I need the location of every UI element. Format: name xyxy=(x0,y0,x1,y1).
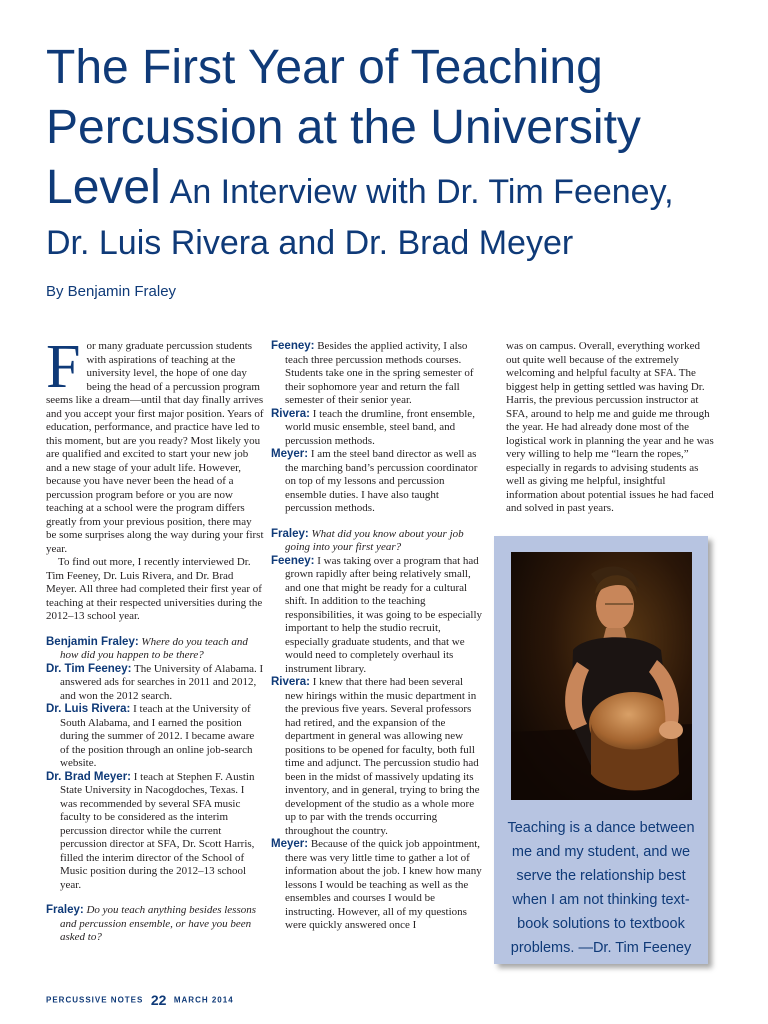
speaker-name: Meyer: xyxy=(271,448,309,460)
column-1 xyxy=(46,333,264,945)
page-footer xyxy=(46,991,234,1009)
interview-question xyxy=(46,636,264,663)
speaker-name: Feeney: xyxy=(271,554,315,567)
drummer-photo-illustration xyxy=(511,552,692,800)
interview-answer xyxy=(46,771,264,893)
interview-answer xyxy=(271,676,483,838)
answer-text: I knew that there had been several new hirings within the music department in the previous five years. Several professors had retired, and the expansion of the department in general was allowing new positions to be opened for faculty, both full time and adjunct. The percussion studio had been in the midst of massively updating its inventory, and in general, trying to bring the development of the studio as a whole more up to par with the trends occurring throughout the country. xyxy=(285,676,480,837)
pull-quote-text: Teaching is a dance between me and my student, and we serve the relationship best when I am not thinking text-book solutions to textbook problems. —Dr. Tim Feeney xyxy=(507,820,695,956)
interview-answer xyxy=(271,340,483,408)
answer-text: I am the steel band director as well as the marching band’s percussion coordinator on top of my lessons and percussion ensemble duties. I have also taught percussion methods. xyxy=(285,448,478,514)
question-text: Where do you teach and how did you happen to be there? xyxy=(60,635,248,661)
interview-answer xyxy=(271,838,483,933)
pull-quote-sidebar xyxy=(494,536,708,964)
question-text: What did you know about your job going into your first year? xyxy=(285,527,464,553)
speaker-name: Meyer: xyxy=(271,838,309,850)
question-text: Do you teach anything besides lessons and percussion ensemble, or have you been asked to? xyxy=(60,904,257,943)
byline: By Benjamin Fraley xyxy=(46,283,177,300)
speaker-name: Feeney: xyxy=(271,340,315,352)
answer-text: Because of the quick job appointment, there was very little time to gather a lot of information about the job. I knew how many lessons I would be teaching as well as the ensembles and courses I would be instructing. However, all of my questions were quickly answered once I xyxy=(285,838,482,931)
answer-text: I teach at Stephen F. Austin State University in Nacogdoches, Texas. I was recommended by several SFA music faculty to be considered as the interim percussion director while the current percussion director at SFA, Dr. Scott Harris, filled the interim director of the School of Music position during the 2012–13 school year. xyxy=(60,770,255,891)
speaker-name: Fraley: xyxy=(271,527,309,540)
speaker-name: Dr. Luis Rivera: xyxy=(46,703,131,715)
footer-page-number: 22 xyxy=(150,991,167,1008)
subtitle-part-2: Dr. Luis Rivera and Dr. Brad Meyer xyxy=(46,224,574,262)
speaker-name: Benjamin Fraley: xyxy=(46,635,139,648)
photo-drummer xyxy=(511,552,692,800)
interview-answer xyxy=(271,408,483,449)
intro-paragraph-1 xyxy=(46,333,264,556)
title-line-1: The First Year of Teaching xyxy=(46,41,603,94)
speaker-name: Rivera: xyxy=(271,676,310,688)
article-title xyxy=(46,38,746,268)
intro-text-1: or many graduate percussion students with aspirations of teaching at the university level, the hope of one day being the head of a percussion program seems like a dream—until that day finally arrives and you accept your first major position. Years of education, performance, and practice have led to this moment, but are you ready? Most likely you are qualified and excited to start your new job and a new stage of your adult life. However, because you have never been the head of a percussion program before or you are now teaching at a school were the program differs greatly from your previous position, there may be some surprises along the way during your first year. xyxy=(46,340,264,555)
answer-text: I teach the drumline, front ensemble, world music ensemble, steel band, and percussion methods. xyxy=(285,407,475,447)
footer-publication: PERCUSSIVE NOTES xyxy=(46,995,144,1005)
col3-text: was on campus. Overall, everything worked out quite well because of the extremely welcoming and helpful faculty at SFA. The biggest help in getting settled was having Dr. Harris, the previous percussion instructor at SFA, around to help me and guide me through the year. He had already done most of the logistical work in planning the year and he was very willing to help me “learn the ropes,” especially in regards to advising students as well as giving me helpful, insightful information about potential issues he had faced and solved in past years. xyxy=(506,340,714,514)
interview-answer xyxy=(271,448,483,516)
drop-cap: F xyxy=(46,333,81,401)
subtitle-part-1: An Interview with Dr. Tim Feeney, xyxy=(169,173,674,211)
answer-text: The University of Alabama. I answered ads for searches in 2011 and 2012, and won the 2012 search. xyxy=(60,662,264,702)
interview-answer xyxy=(46,703,264,771)
interview-question xyxy=(271,528,483,555)
answer-text: I teach at the University of South Alabama, and I earned the position during the summer of 2012. I became aware of the position through an online job-search website. xyxy=(60,703,255,769)
speaker-name: Fraley: xyxy=(46,904,84,916)
qa-list-col1 xyxy=(46,636,264,945)
title-line-3: Level xyxy=(46,161,161,214)
answer-text: Besides the applied activity, I also teach three percussion methods courses. Students take one in the spring semester of their sophomore year and return the fall semester of their senior year. xyxy=(285,340,474,406)
interview-answer xyxy=(271,555,483,677)
intro-paragraph-2: To find out more, I recently interviewed Dr. Tim Feeney, Dr. Luis Rivera, and Dr. Brad Meyer. All three had completed their first year of teaching at their respected universities during the 2012–13 school year. xyxy=(46,556,263,622)
answer-text: I was taking over a program that had grown rapidly after being relatively small, and one that might be ready for a cultural shift. In addition to the teaching responsibilities, it was going to be especially important to help the studio recruit, especially graduate students, and that we would need to completely overhaul its instrument library. xyxy=(285,554,483,675)
speaker-name: Dr. Tim Feeney: xyxy=(46,662,132,675)
column-2 xyxy=(271,340,483,933)
column-3 xyxy=(506,340,716,516)
interview-question xyxy=(46,904,264,945)
speaker-name: Dr. Brad Meyer: xyxy=(46,770,132,783)
title-line-2: Percussion at the University xyxy=(46,101,641,154)
footer-date: MARCH 2014 xyxy=(173,995,234,1005)
speaker-name: Rivera: xyxy=(271,407,310,420)
qa-list-col2 xyxy=(271,340,483,933)
interview-answer xyxy=(46,663,264,704)
